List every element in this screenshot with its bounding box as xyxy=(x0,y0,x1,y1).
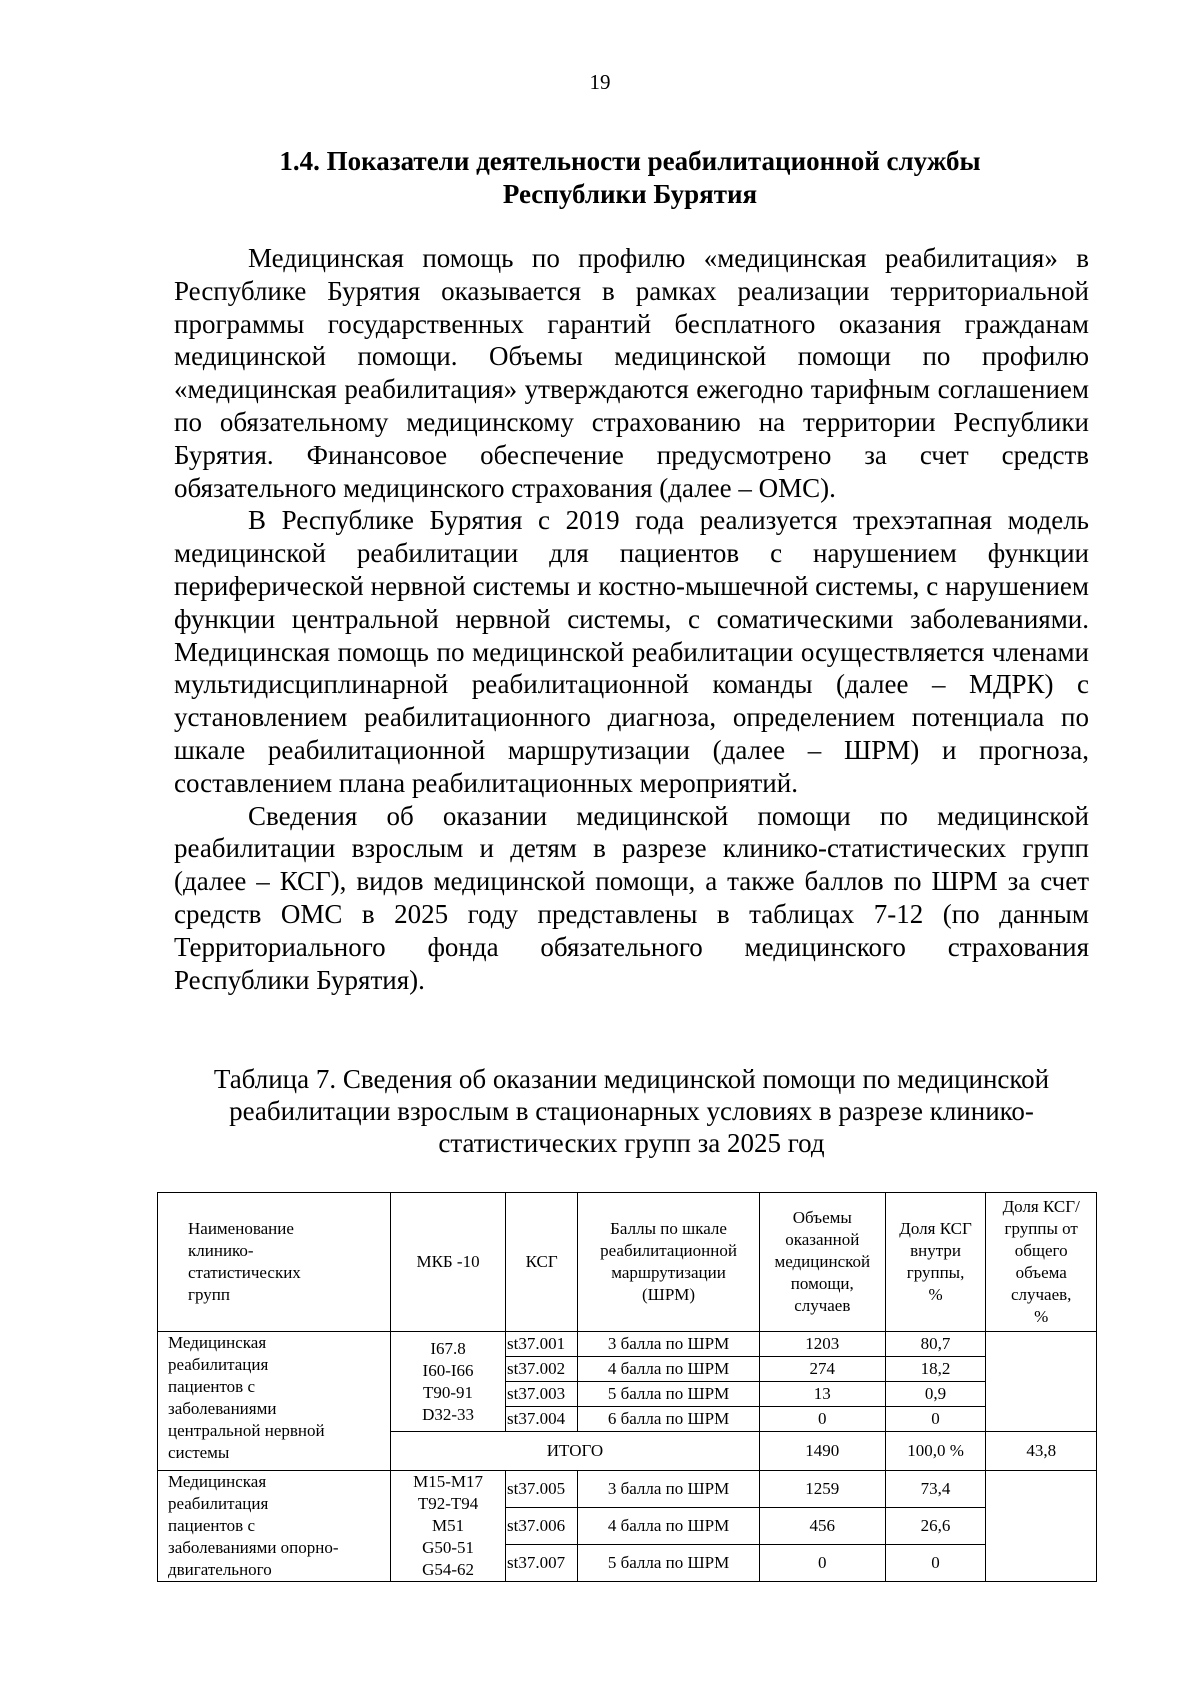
group-name-cell xyxy=(158,1471,391,1582)
header-line: % xyxy=(1034,1307,1049,1326)
header-line: Баллы по шкале xyxy=(610,1219,727,1238)
header-line: статистических xyxy=(188,1263,301,1282)
ksg-cell: st37.002 xyxy=(506,1357,578,1382)
shrm-cell: 5 балла по ШРМ xyxy=(578,1382,760,1407)
ksg-cell: st37.007 xyxy=(506,1545,578,1582)
header-line: группы, xyxy=(906,1263,965,1282)
group-name-line: реабилитация xyxy=(168,1355,269,1374)
header-shrm xyxy=(578,1193,760,1332)
volume-cell: 456 xyxy=(759,1508,885,1545)
header-line: случаев xyxy=(794,1296,851,1315)
section-title-line: Республики Бурятия xyxy=(502,179,758,209)
mkb-cell xyxy=(391,1332,506,1432)
ksg-cell: st37.005 xyxy=(506,1471,578,1508)
header-line: Наименование xyxy=(188,1219,294,1238)
group-name-line: реабилитация xyxy=(168,1494,269,1513)
header-line: реабилитационной xyxy=(600,1241,737,1260)
header-line: Объемы xyxy=(792,1208,852,1227)
table-header-row xyxy=(158,1193,1097,1332)
ksg-cell: st37.003 xyxy=(506,1382,578,1407)
shrm-cell: 4 балла по ШРМ xyxy=(578,1508,760,1545)
header-share-total xyxy=(986,1193,1097,1332)
volume-cell: 13 xyxy=(759,1382,885,1407)
mkb-code: I60-I66 xyxy=(422,1360,474,1380)
mkb-code: M51 xyxy=(431,1516,465,1535)
table-caption-line: статистических групп за 2025 год xyxy=(438,1128,825,1158)
group-name-line: заболеваниями xyxy=(168,1399,277,1418)
mkb-code: T92-T94 xyxy=(417,1494,479,1513)
paragraph: Сведения об оказании медицинской помощи по медицинской реабилитации взрослым и детям в разрезе клинико-статистических групп (далее – КСГ), видов медицинской помощи, а также баллов по ШРМ за счет средств ОМС в 2025 году представлены в таблицах 7-12 (по данным Территориального фонда обязательного медицинского страхования Республики Бурятия). xyxy=(174,800,1089,995)
group-name-line: двигательного xyxy=(168,1560,272,1579)
share-cell: 0 xyxy=(885,1407,986,1432)
header-volume xyxy=(759,1193,885,1332)
header-share-in-group xyxy=(885,1193,986,1332)
volume-cell: 0 xyxy=(759,1545,885,1582)
header-line: Доля КСГ xyxy=(899,1219,972,1238)
volume-cell: 0 xyxy=(759,1407,885,1432)
mkb-code: M15-M17 xyxy=(413,1472,483,1491)
volume-cell: 274 xyxy=(759,1357,885,1382)
table-caption xyxy=(174,1063,1089,1159)
share-cell: 0,9 xyxy=(885,1382,986,1407)
share-total-empty-cell xyxy=(986,1332,1097,1432)
header-group xyxy=(158,1193,391,1332)
header-line: оказанной xyxy=(785,1230,860,1249)
group-name-line: системы xyxy=(168,1443,230,1462)
table-row xyxy=(158,1332,1097,1357)
header-line: внутри xyxy=(910,1241,961,1260)
share-cell: 0 xyxy=(885,1545,986,1582)
header-line: клинико- xyxy=(188,1241,254,1260)
ksg-cell: st37.004 xyxy=(506,1407,578,1432)
mkb-code: D32-33 xyxy=(422,1404,475,1424)
volume-cell: 1203 xyxy=(759,1332,885,1357)
group-name-line: пациентов с xyxy=(168,1516,256,1535)
header-line: объема xyxy=(1015,1263,1067,1282)
header-line: % xyxy=(928,1285,943,1304)
group-name-line: Медицинская xyxy=(168,1333,267,1352)
total-share: 100,0 % xyxy=(885,1432,986,1471)
table-caption-line: реабилитации взрослым в стационарных условиях в разрезе клинико- xyxy=(229,1096,1034,1126)
table-caption-line: Таблица 7. Сведения об оказании медицинской помощи по медицинской xyxy=(213,1064,1050,1094)
header-line: групп xyxy=(188,1285,230,1304)
shrm-cell: 3 балла по ШРМ xyxy=(578,1332,760,1357)
shrm-cell: 3 балла по ШРМ xyxy=(578,1471,760,1508)
paragraph: Медицинская помощь по профилю «медицинская реабилитация» в Республике Бурятия оказывается в рамках реализации территориальной программы государственных гарантий бесплатного оказания гражданам медицинской помощи. Объемы медицинской помощи по профилю «медицинская реабилитация» утверждаются ежегодно тарифным соглашением по обязательному медицинскому страхованию на территории Республики Бурятия. Финансовое обеспечение предусмотрено за счет средств обязательного медицинского страхования (далее – ОМС). xyxy=(174,243,1089,503)
ksg-cell: st37.006 xyxy=(506,1508,578,1545)
shrm-cell: 6 балла по ШРМ xyxy=(578,1407,760,1432)
share-cell: 80,7 xyxy=(885,1332,986,1357)
group-name-line: центральной нервной xyxy=(168,1421,325,1440)
ksg-cell: st37.001 xyxy=(506,1332,578,1357)
total-share-overall: 43,8 xyxy=(986,1432,1097,1471)
mkb-cell xyxy=(391,1471,506,1582)
mkb-code: T90-91 xyxy=(423,1382,474,1402)
mkb-code: I67.8 xyxy=(430,1338,466,1358)
mkb-code: G54-62 xyxy=(422,1560,475,1579)
section-title xyxy=(170,145,1090,211)
total-label: ИТОГО xyxy=(391,1432,760,1471)
header-line: маршрутизации xyxy=(611,1263,726,1282)
share-total-empty-cell xyxy=(986,1471,1097,1582)
header-line: (ШРМ) xyxy=(642,1285,696,1304)
rehab-table xyxy=(157,1192,1097,1582)
group-name-line: заболеваниями опорно- xyxy=(168,1538,339,1557)
shrm-cell: 4 балла по ШРМ xyxy=(578,1357,760,1382)
header-line: медицинской xyxy=(774,1252,871,1271)
total-volume: 1490 xyxy=(759,1432,885,1471)
group-name-line: Медицинская xyxy=(168,1472,267,1491)
page-number: 19 xyxy=(589,70,611,94)
group-name-cell xyxy=(158,1332,391,1471)
header-ksg: КСГ xyxy=(506,1193,578,1332)
header-line: Доля КСГ/ xyxy=(1002,1197,1080,1216)
shrm-cell: 5 балла по ШРМ xyxy=(578,1545,760,1582)
header-line: помощи, xyxy=(790,1274,854,1293)
mkb-code: G50-51 xyxy=(422,1538,475,1557)
header-line: группы от xyxy=(1004,1219,1078,1238)
share-cell: 26,6 xyxy=(885,1508,986,1545)
body-text xyxy=(174,242,1089,996)
group-name-line: пациентов с xyxy=(168,1377,256,1396)
volume-cell: 1259 xyxy=(759,1471,885,1508)
table-row xyxy=(158,1471,1097,1508)
header-line: общего xyxy=(1014,1241,1068,1260)
share-cell: 18,2 xyxy=(885,1357,986,1382)
section-title-line: 1.4. Показатели деятельности реабилитационной службы xyxy=(279,146,981,176)
header-mkb: МКБ -10 xyxy=(391,1193,506,1332)
header-line: случаев, xyxy=(1010,1285,1072,1304)
share-cell: 73,4 xyxy=(885,1471,986,1508)
paragraph: В Республике Бурятия с 2019 года реализуется трехэтапная модель медицинской реабилитации для пациентов с нарушением функции периферической нервной системы и костно-мышечной системы, с нарушением функции центральной нервной системы, с соматическими заболеваниями. Медицинская помощь по медицинской реабилитации осуществляется членами мультидисциплинарной реабилитационной команды (далее – МДРК) с установлением реабилитационного диагноза, определением потенциала по шкале реабилитационной маршрутизации (далее – ШРМ) и прогноза, составлением плана реабилитационных мероприятий. xyxy=(174,505,1089,798)
